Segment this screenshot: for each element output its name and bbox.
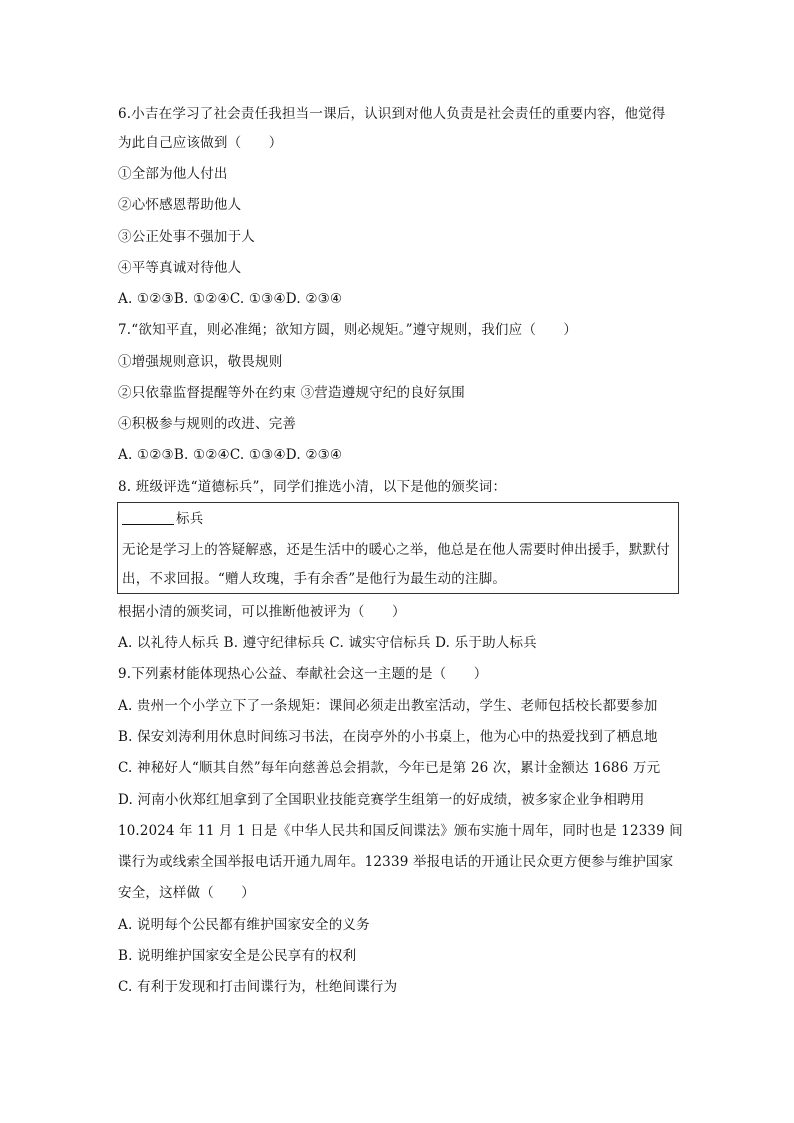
award-text-line1: 无论是学习上的答疑解惑，还是生活中的暖心之举，他总是在他人需要时伸出援手，默默付 (122, 542, 670, 558)
q7-options: A. ①②③B. ①②④C. ①③④D. ②③④ (118, 447, 343, 463)
q7-item-3: ④积极参与规则的改进、完善 (118, 416, 297, 432)
q10-option-a: A. 说明每个公民都有维护国家安全的义务 (118, 917, 370, 933)
q10-stem-line3: 安全，这样做（ ） (118, 885, 255, 901)
q6-item-3: ③公正处事不强加于人 (118, 229, 255, 245)
q6-item-2: ②心怀感恩帮助他人 (118, 197, 242, 213)
award-title (122, 509, 203, 529)
q10-option-b: B. 说明维护国家安全是公民享有的权利 (118, 948, 357, 964)
award-text-line2: 出，不求回报。“赠人玫瑰，手有余香”是他行为最生动的注脚。 (122, 571, 507, 587)
q9-stem: 9.下列素材能体现热心公益、奉献社会这一主题的是（ ） (118, 666, 488, 682)
q7-stem: 7.“欲知平直，则必准绳；欲知方圆，则必规矩。”遵守规则，我们应（ ） (118, 322, 578, 338)
award-title-text: 标兵 (176, 511, 204, 527)
q8-question: 根据小清的颁奖词，可以推断他被评为（ ） (118, 604, 406, 620)
q6-stem-line1: 6.小吉在学习了社会责任我担当一课后，认识到对他人负责是社会责任的重要内容，他觉得 (118, 106, 666, 122)
q6-options: A. ①②③B. ①②④C. ①③④D. ②③④ (118, 291, 343, 307)
q7-item-1: ①增强规则意识，敬畏规则 (118, 354, 283, 370)
q9-option-b: B. 保安刘涛利用休息时间练习书法，在岗亭外的小书桌上，他为心中的热爱找到了栖息地 (118, 729, 658, 745)
award-citation-box (117, 502, 679, 594)
q7-item-2: ②只依靠监督提醒等外在约束 ③营造遵规守纪的良好氛围 (118, 385, 465, 401)
q9-option-d: D. 河南小伙郑红旭拿到了全国职业技能竞赛学生组第一的好成绩，被多家企业争相聘用 (118, 792, 645, 808)
q6-stem-line2: 为此自己应该做到（ ） (118, 135, 283, 151)
q10-stem-line1: 10.2024 年 11 月 1 日是《中华人民共和国反间谍法》颁布实施十周年，同时也是 12339 间 (118, 823, 683, 839)
q10-option-c: C. 有利于发现和打击间谍行为，杜绝间谍行为 (118, 979, 398, 995)
q9-option-a: A. 贵州一个小学立下了一条规矩：课间必须走出教室活动，学生、老师包括校长都要参加 (118, 698, 658, 714)
fill-in-blank (122, 510, 174, 525)
q8-options: A. 以礼待人标兵 B. 遵守纪律标兵 C. 诚实守信标兵 D. 乐于助人标兵 (118, 635, 537, 651)
q9-option-c: C. 神秘好人“顺其自然”每年向慈善总会捐款，今年已是第 26 次，累计金额达 1686 万元 (118, 760, 661, 776)
q6-item-1: ①全部为他人付出 (118, 166, 228, 182)
q8-stem: 8. 班级评选“道德标兵”，同学们推选小清，以下是他的颁奖词： (118, 479, 507, 495)
q10-stem-line2: 谍行为或线索全国举报电话开通九周年。12339 举报电话的开通让民众更方便参与维护国家 (118, 854, 674, 870)
q6-item-4: ④平等真诚对待他人 (118, 260, 242, 276)
